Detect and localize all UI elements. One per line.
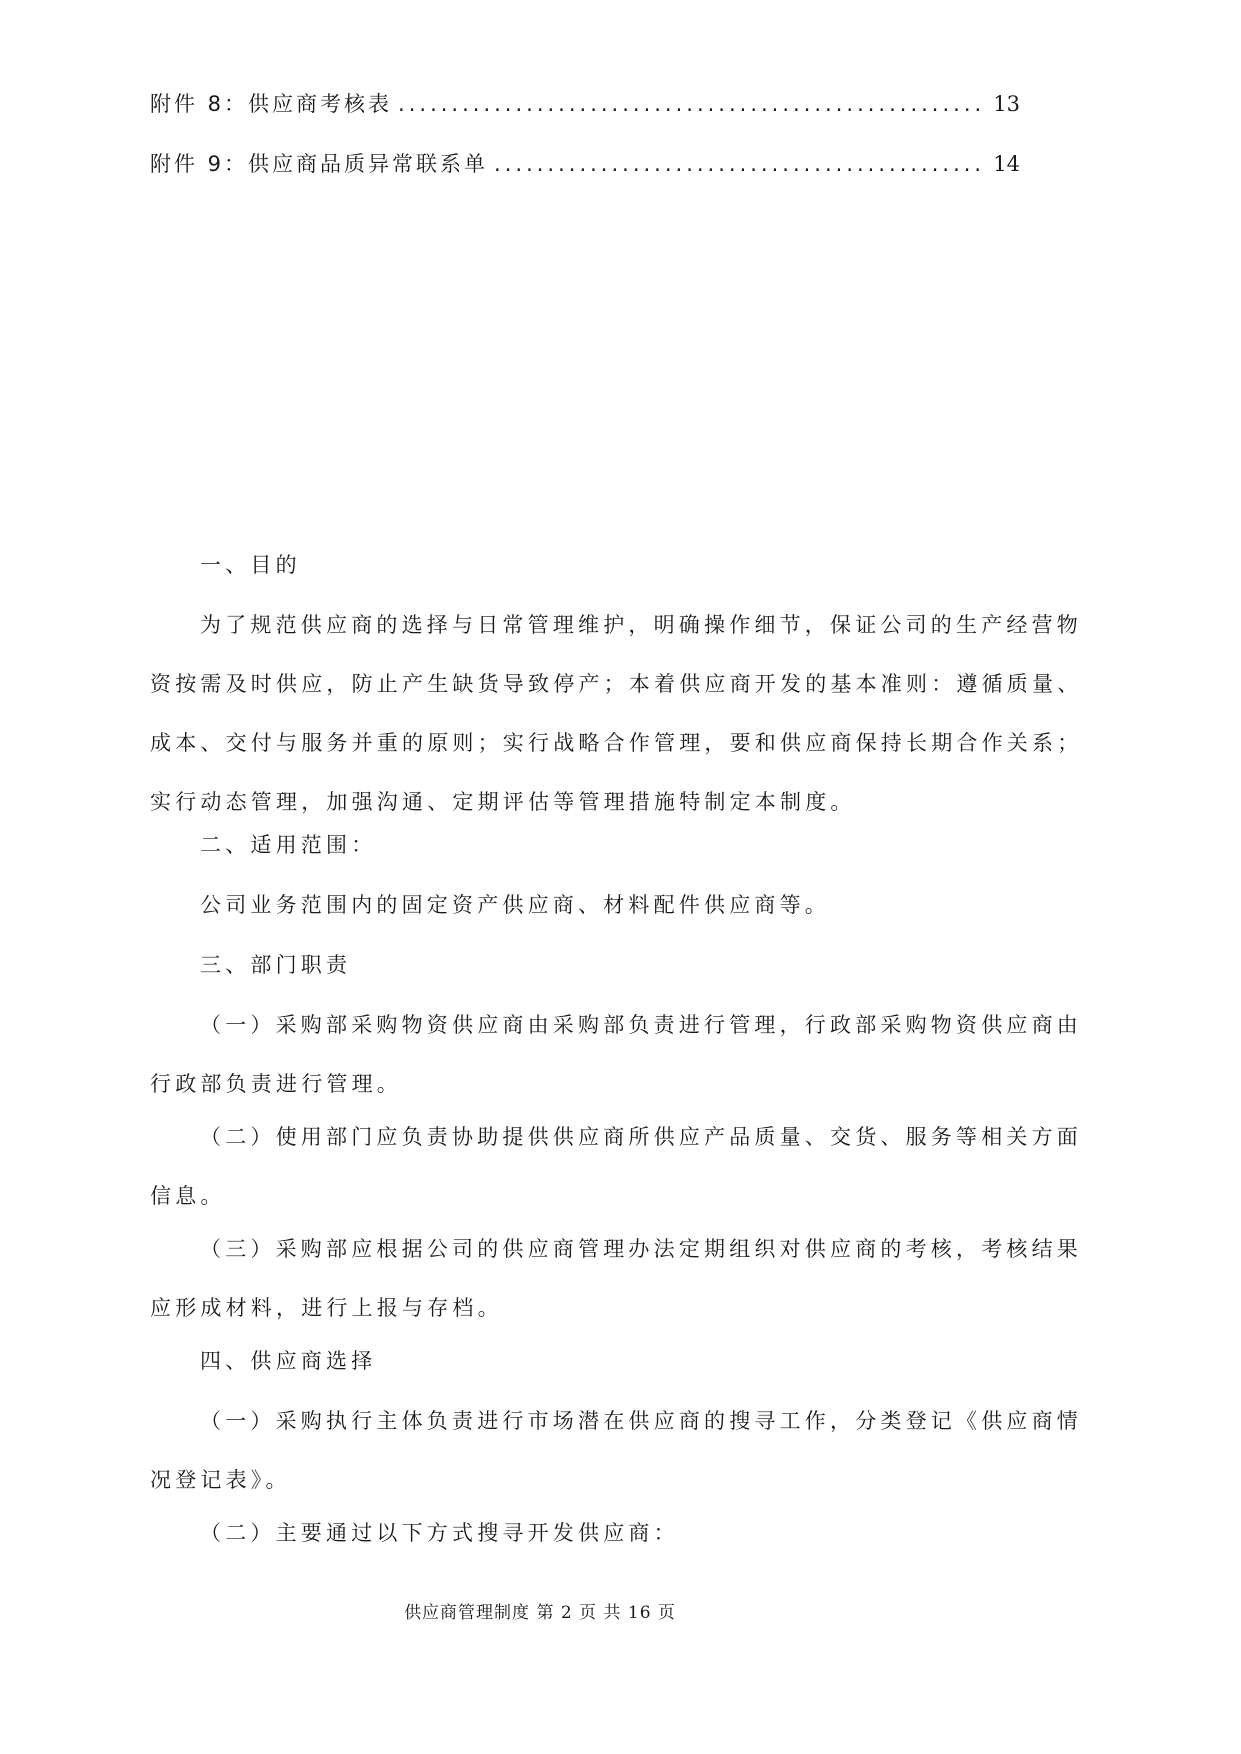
paragraph-responsibility-1: （一）采购部采购物资供应商由采购部负责进行管理，行政部采购物资供应商由行政部负责进行管理。 [150,1013,1082,1096]
toc-entry[interactable] [150,148,1020,188]
toc-entry[interactable] [150,88,1020,128]
section-heading-scope: 二、适用范围： [200,833,377,857]
paragraph-scope: 公司业务范围内的固定资产供应商、材料配件供应商等。 [200,893,830,917]
page-footer: 供应商管理制度 第 2 页 共 16 页 [404,1603,676,1623]
toc-entry-label: 附件 8：供应商考核表 [150,92,393,116]
paragraph-selection-2: （二）主要通过以下方式搜寻开发供应商： [200,1521,679,1545]
toc-leader-dots [398,92,987,116]
paragraph-responsibility-2: （二）使用部门应负责协助提供供应商所供应产品质量、交货、服务等相关方面信息。 [150,1125,1082,1208]
paragraph-selection-1: （一）采购执行主体负责进行市场潜在供应商的搜寻工作，分类登记《供应商情况登记表》。 [150,1409,1082,1492]
paragraph-responsibility-3: （三）采购部应根据公司的供应商管理办法定期组织对供应商的考核，考核结果应形成材料，进行上报与存档。 [150,1237,1082,1320]
paragraph-purpose: 为了规范供应商的选择与日常管理维护，明确操作细节，保证公司的生产经营物资按需及时供应，防止产生缺货导致停产；本着供应商开发的基本准则：遵循质量、成本、交付与服务并重的原则；实行战略合作管理，要和供应商保持长期合作关系；实行动态管理，加强沟通、定期评估等管理措施特制定本制度。 [150,613,1083,814]
toc-entry-page: 13 [993,92,1020,116]
toc-entry-label: 附件 9：供应商品质异常联系单 [150,152,489,176]
toc-leader-dots [494,152,987,176]
section-heading-purpose: 一、目的 [200,553,301,577]
toc-entry-page: 14 [993,152,1020,176]
section-heading-supplier-selection: 四、供应商选择 [200,1349,377,1373]
section-heading-responsibilities: 三、部门职责 [200,953,352,977]
